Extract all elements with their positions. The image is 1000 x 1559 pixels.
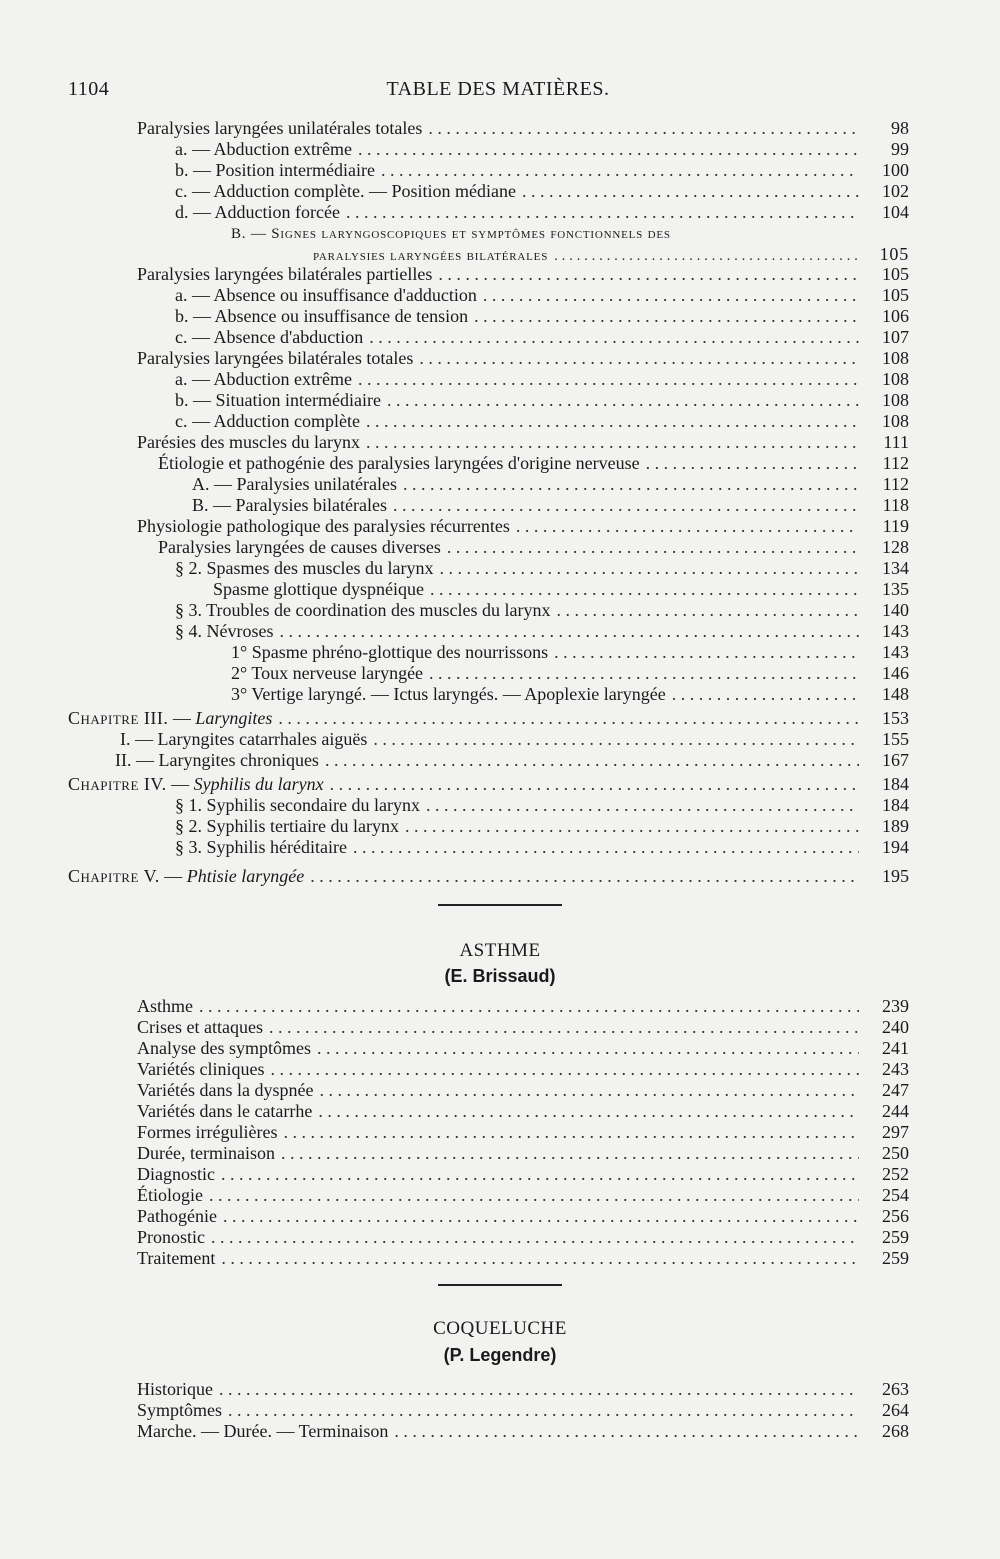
- toc-subsection: B. — Signes laryngoscopiques et symptômes fonctionnels des: [231, 226, 671, 242]
- toc-entry: Historique . . . 263: [137, 1379, 909, 1400]
- toc-entry: Pathogénie . . . 256: [137, 1206, 909, 1227]
- toc-entry: II. — Laryngites chroniques . . . 167: [115, 750, 909, 771]
- toc-entry: Formes irrégulières . . . 297: [137, 1122, 909, 1143]
- toc-entry: b. — Position intermédiaire . . . 100: [175, 160, 909, 181]
- toc-entry: a. — Absence ou insuffisance d'adduction . . . 105: [175, 285, 909, 306]
- toc-entry: Paralysies laryngées bilatérales totales . . . 108: [137, 348, 909, 369]
- toc-entry: Paralysies laryngées bilatérales partielles . . . 105: [137, 264, 909, 285]
- toc-entry: Étiologie . . . 254: [137, 1185, 909, 1206]
- section-author-asthme: (E. Brissaud): [444, 966, 556, 986]
- page-title: TABLE DES MATIÈRES.: [386, 78, 610, 100]
- toc-entry: b. — Situation intermédiaire . . . 108: [175, 390, 909, 411]
- toc-entry: Paralysies laryngées de causes diverses . . . 128: [158, 537, 909, 558]
- toc-entry: Durée, terminaison . . . 250: [137, 1143, 909, 1164]
- page-header: [68, 78, 928, 101]
- toc-entry: Marche. — Durée. — Terminaison . . . 268: [137, 1421, 909, 1442]
- toc-entry: § 3. Syphilis héréditaire . . . 194: [175, 837, 909, 858]
- toc-entry: § 3. Troubles de coordination des muscles du larynx . . . 140: [175, 600, 909, 621]
- toc-entry: b. — Absence ou insuffisance de tension . . . 106: [175, 306, 909, 327]
- section-divider: [438, 904, 562, 906]
- toc-entry: Variétés dans le catarrhe . . . 244: [137, 1101, 909, 1122]
- toc-entry: Crises et attaques . . . 240: [137, 1017, 909, 1038]
- toc-entry: § 2. Syphilis tertiaire du larynx . . . 189: [175, 816, 909, 837]
- toc-entry: 2° Toux nerveuse laryngée . . . 146: [231, 663, 909, 684]
- toc-chapter: Chapitre V. — Phtisie laryngée . . . 195: [68, 866, 909, 887]
- toc-entry: c. — Absence d'abduction . . . 107: [175, 327, 909, 348]
- toc-entry: a. — Abduction extrême . . . 99: [175, 139, 909, 160]
- toc-entry: 3° Vertige laryngé. — Ictus laryngés. — Apoplexie laryngée . . . 148: [231, 684, 909, 705]
- toc-entry: a. — Abduction extrême . . . 108: [175, 369, 909, 390]
- toc-entry: Étiologie et pathogénie des paralysies laryngées d'origine nerveuse . . . 112: [158, 453, 909, 474]
- toc-entry: § 4. Névroses . . . 143: [175, 621, 909, 642]
- toc-entry: paralysies laryngées bilatérales . . . 105: [313, 244, 909, 265]
- toc-entry: Asthme . . . 239: [137, 996, 909, 1017]
- toc-entry: Variétés cliniques . . . 243: [137, 1059, 909, 1080]
- toc-chapter: Chapitre IV. — Syphilis du larynx . . . 184: [68, 774, 909, 795]
- section-author-coqueluche: (P. Legendre): [443, 1345, 557, 1365]
- toc-entry: Analyse des symptômes . . . 241: [137, 1038, 909, 1059]
- toc-entry: Spasme glottique dyspnéique . . . 135: [213, 579, 909, 600]
- toc-entry: Traitement . . . 259: [137, 1248, 909, 1269]
- page-number: 1104: [68, 78, 110, 100]
- toc-entry: c. — Adduction complète . . . 108: [175, 411, 909, 432]
- toc-entry: 1° Spasme phréno-glottique des nourrissons . . . 143: [231, 642, 909, 663]
- toc-entry: I. — Laryngites catarrhales aiguës . . . 155: [120, 729, 909, 750]
- toc-entry: B. — Paralysies bilatérales . . . 118: [192, 495, 909, 516]
- toc-entry: Symptômes . . . 264: [137, 1400, 909, 1421]
- toc-entry: Physiologie pathologique des paralysies récurrentes . . . 119: [137, 516, 909, 537]
- toc-entry: Paralysies laryngées unilatérales totales . . . 98: [137, 118, 909, 139]
- toc-entry: § 1. Syphilis secondaire du larynx . . . 184: [175, 795, 909, 816]
- toc-chapter: Chapitre III. — Laryngites . . . 153: [68, 708, 909, 729]
- toc-entry: Pronostic . . . 259: [137, 1227, 909, 1248]
- toc-entry: Variétés dans la dyspnée . . . 247: [137, 1080, 909, 1101]
- toc-entry: § 2. Spasmes des muscles du larynx . . . 134: [175, 558, 909, 579]
- toc-entry: c. — Adduction complète. — Position médiane . . . 102: [175, 181, 909, 202]
- section-divider: [438, 1284, 562, 1286]
- section-title-coqueluche: COQUELUCHE: [433, 1318, 567, 1339]
- toc-entry: Diagnostic . . . 252: [137, 1164, 909, 1185]
- toc-entry: A. — Paralysies unilatérales . . . 112: [192, 474, 909, 495]
- toc-entry: Parésies des muscles du larynx . . . 111: [137, 432, 909, 453]
- section-title-asthme: ASTHME: [459, 940, 541, 961]
- toc-entry: d. — Adduction forcée . . . 104: [175, 202, 909, 223]
